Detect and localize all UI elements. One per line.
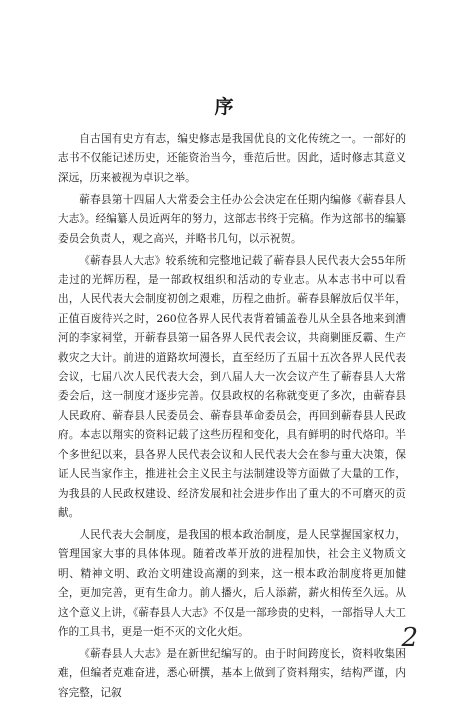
preface-body	[58, 130, 406, 706]
paragraph: 《蕲春县人大志》较系统和完整地记载了蕲春县人民代表大会55年所走过的光辉历程，是一部政权组织和活动的专业志。从本志书中可以看出，人民代表大会制度初创之艰难，历程之曲折。蕲春县解放后仅半年，正值百废待兴之时，260位各界人民代表背着铺盖卷儿从全县各地来到漕河的李家祠堂，开蕲春县第一届各界人民代表会议，共商剿匪反霸、生产救灾之大计。前进的道路坎坷漫长，直至经历了五届十五次各界人民代表会议，七届八次人民代表大会，到八届人大一次会议产生了蕲春县人大常委会后，这一制度才逐步完善。仅县政权的名称就变更了多次，由蕲春县人民政府、蕲春县人民委员会、蕲春县革命委员会，再回到蕲春县人民政府。本志以翔实的资料记载了这些历程和变化，具有鲜明的时代烙印。半个多世纪以来，县各界人民代表会议和人民代表大会在参与重大决策，保证人民当家作主，推进社会主义民主与法制建设等方面做了大量的工作，为我县的人民政权建设、经济发展和社会进步作出了重大的不可磨灭的贡献。	[58, 254, 406, 519]
paragraph: 自古国有史方有志，编史修志是我国优良的文化传统之一。一部好的志书不仅能记述历史，还能资治当今，垂范后世。因此，适时修志其意义深远，历来被视为卓识之举。	[58, 133, 406, 184]
paragraph: 人民代表大会制度，是我国的根本政治制度，是人民掌握国家权力，管理国家大事的具体体现。随着改革开放的进程加快，社会主义物质文明、精神文明、政治文明建设高潮的到来，这一根本政治制度将更加健全，更加完善，更有生命力。前人播火，后人添薪，薪火相传至久远。从这个意义上讲，《蕲春县人大志》不仅是一部珍贵的史料，一部指导人大工作的工具书，更是一炬不灭的文化火炬。	[58, 528, 406, 638]
page-title: 序	[214, 96, 236, 118]
paragraph: 《蕲春县人大志》是在新世纪编写的。由于时间跨度长，资料收集困难，但编者克难奋进，悉心研撰，基本上做到了资料翔实，结构严谨，内容完整，记叙	[58, 647, 406, 699]
paragraph: 蕲春县第十四届人大常委会主任办公会决定在任期内编修《蕲春县人大志》。经编纂人员近两年的努力，这部志书终于完稿。作为这部书的编纂委员会负责人，观之高兴，并略书几句，以示祝贺。	[58, 193, 406, 245]
page-number: 2	[401, 623, 418, 653]
